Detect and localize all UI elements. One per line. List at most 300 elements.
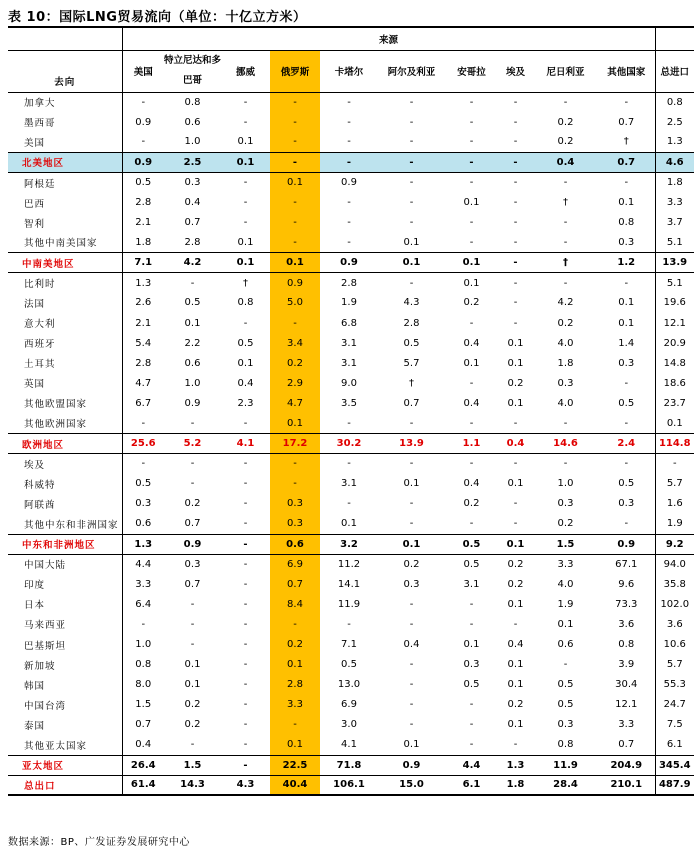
value-cell: - <box>409 116 414 128</box>
value-cell: 1.2 <box>598 253 655 273</box>
value-cell: 0.4 <box>533 152 598 172</box>
value-cell: - <box>409 217 414 229</box>
value-cell: 0.2 <box>557 317 574 329</box>
value-cell: - <box>347 96 351 108</box>
value-cell: 1.8 <box>135 236 152 248</box>
total-row <box>8 775 694 795</box>
value-cell: - <box>270 233 320 253</box>
value-cell: 4.1 <box>221 434 270 454</box>
value-cell: 40.4 <box>270 775 320 795</box>
value-cell: 210.1 <box>598 775 655 795</box>
value-cell: - <box>190 417 195 429</box>
value-cell: † <box>533 253 598 273</box>
value-cell: 1.1 <box>445 434 498 454</box>
value-cell: 0.5 <box>598 474 655 494</box>
total-cell: 487.9 <box>655 775 694 795</box>
value-cell: 0.8 <box>598 213 655 233</box>
value-cell: - <box>347 116 351 128</box>
value-cell: - <box>445 152 498 172</box>
value-cell: 0.5 <box>184 297 201 309</box>
value-cell: 2.4 <box>598 434 655 454</box>
value-cell: 0.5 <box>341 659 357 671</box>
value-cell: 3.3 <box>557 558 574 570</box>
table-row <box>8 635 694 655</box>
value-cell: - <box>190 478 195 490</box>
row-label: 北美地区 <box>8 152 122 172</box>
value-cell: 0.1 <box>270 655 320 675</box>
value-cell: - <box>347 417 351 429</box>
value-cell: - <box>498 253 533 273</box>
value-cell: - <box>243 498 248 510</box>
total-cell: 14.8 <box>663 357 686 369</box>
table-row <box>8 373 694 393</box>
value-cell: - <box>563 177 568 189</box>
row-label: 中东和非洲地区 <box>8 534 122 554</box>
dest-label: 去向 <box>8 50 122 92</box>
value-cell: 0.6 <box>557 639 574 651</box>
total-cell: 345.4 <box>655 755 694 775</box>
value-cell: † <box>598 132 655 152</box>
value-cell: - <box>243 458 248 470</box>
value-cell: 0.7 <box>270 574 320 594</box>
table-row <box>8 574 694 594</box>
value-cell: - <box>270 92 320 112</box>
col-header: 埃及 <box>498 50 533 92</box>
row-label: 英国 <box>8 373 122 393</box>
value-cell: - <box>409 458 414 470</box>
value-cell: - <box>409 699 414 711</box>
value-cell: 0.2 <box>557 136 574 148</box>
value-cell: 0.1 <box>598 192 655 212</box>
row-label: 其他欧盟国家 <box>8 393 122 413</box>
value-cell: 17.2 <box>270 434 320 454</box>
row-label: 亚太地区 <box>8 755 122 775</box>
value-cell: - <box>243 558 248 570</box>
value-cell: 9.6 <box>598 574 655 594</box>
value-cell: 0.4 <box>184 197 201 209</box>
value-cell: 1.3 <box>135 277 152 289</box>
value-cell: - <box>513 136 518 148</box>
value-cell: 0.5 <box>463 679 480 691</box>
value-cell: 0.3 <box>598 494 655 514</box>
total-cell: 5.7 <box>666 478 683 490</box>
value-cell: 30.4 <box>598 675 655 695</box>
value-cell: 0.1 <box>221 152 270 172</box>
value-cell: 0.9 <box>341 177 357 189</box>
value-cell: 3.4 <box>270 333 320 353</box>
total-cell: 1.3 <box>666 136 683 148</box>
value-cell: 0.1 <box>463 639 480 651</box>
value-cell: 0.6 <box>184 116 201 128</box>
value-cell: 0.6 <box>184 357 201 369</box>
value-cell: - <box>190 458 195 470</box>
total-cell: 7.5 <box>666 719 683 731</box>
total-cell: 4.6 <box>655 152 694 172</box>
row-label: 总出口 <box>8 775 122 795</box>
value-cell: 1.3 <box>122 534 164 554</box>
total-cell: - <box>672 458 677 470</box>
value-cell: - <box>513 177 518 189</box>
col-header: 特立尼达和多巴哥 <box>164 50 221 92</box>
value-cell: 0.1 <box>598 313 655 333</box>
value-cell: 0.9 <box>184 397 201 409</box>
value-cell: 14.1 <box>337 578 361 590</box>
value-cell: - <box>469 518 474 530</box>
value-cell: 8.4 <box>270 594 320 614</box>
value-cell: - <box>598 514 655 534</box>
value-cell: 13.0 <box>337 679 361 691</box>
value-cell: 1.0 <box>135 639 152 651</box>
value-cell: 0.1 <box>184 659 201 671</box>
row-label: 日本 <box>8 594 122 614</box>
value-cell: 3.1 <box>463 578 480 590</box>
row-label: 美国 <box>8 132 122 152</box>
value-cell: 0.1 <box>378 253 445 273</box>
value-cell: 5.4 <box>135 337 152 349</box>
value-cell: 0.8 <box>184 96 201 108</box>
value-cell: 0.1 <box>507 719 524 731</box>
value-cell: 2.8 <box>403 317 420 329</box>
value-cell: - <box>190 277 195 289</box>
value-cell: 0.1 <box>341 518 357 530</box>
value-cell: 0.1 <box>463 197 480 209</box>
value-cell: 2.8 <box>184 236 201 248</box>
value-cell: 106.1 <box>320 775 378 795</box>
value-cell: - <box>563 417 568 429</box>
value-cell: 0.1 <box>237 136 254 148</box>
value-cell: - <box>270 132 320 152</box>
subtotal-row <box>8 152 694 172</box>
row-label: 韩国 <box>8 675 122 695</box>
table-row <box>8 92 694 112</box>
value-cell: 0.3 <box>598 353 655 373</box>
value-cell: 73.3 <box>598 594 655 614</box>
subtotal-row <box>8 434 694 454</box>
value-cell: 0.1 <box>507 337 524 349</box>
value-cell: 0.7 <box>135 719 152 731</box>
table-row <box>8 213 694 233</box>
value-cell: 3.2 <box>320 534 378 554</box>
total-cell: 0.1 <box>666 417 683 429</box>
value-cell: 0.2 <box>184 699 201 711</box>
value-cell: 0.3 <box>135 498 152 510</box>
row-label: 马来西亚 <box>8 614 122 634</box>
value-cell: - <box>320 152 378 172</box>
value-cell: 0.1 <box>237 357 254 369</box>
value-cell: 0.6 <box>270 534 320 554</box>
value-cell: 0.1 <box>507 659 524 671</box>
value-cell: 2.1 <box>135 217 152 229</box>
value-cell: 0.8 <box>135 659 152 671</box>
value-cell: 2.5 <box>164 152 221 172</box>
value-cell: - <box>513 277 518 289</box>
value-cell: 0.1 <box>445 253 498 273</box>
value-cell: 0.2 <box>270 353 320 373</box>
value-cell: 0.7 <box>598 735 655 755</box>
value-cell: 0.5 <box>135 478 152 490</box>
col-header: 美国 <box>122 50 164 92</box>
total-cell: 23.7 <box>663 397 686 409</box>
value-cell: 0.7 <box>184 518 201 530</box>
value-cell: 1.8 <box>557 357 574 369</box>
table-row <box>8 112 694 132</box>
value-cell: 5.2 <box>164 434 221 454</box>
value-cell: - <box>513 217 518 229</box>
value-cell: - <box>190 639 195 651</box>
value-cell: - <box>469 116 474 128</box>
total-cell: 3.3 <box>666 197 683 209</box>
value-cell: 4.2 <box>557 297 574 309</box>
table-row <box>8 393 694 413</box>
value-cell: - <box>243 639 248 651</box>
value-cell: - <box>513 96 518 108</box>
value-cell: 3.1 <box>341 357 357 369</box>
value-cell: - <box>513 297 518 309</box>
total-cell: 13.9 <box>655 253 694 273</box>
value-cell: - <box>270 192 320 212</box>
value-cell: 3.6 <box>598 614 655 634</box>
value-cell: - <box>243 699 248 711</box>
value-cell: 6.9 <box>270 554 320 574</box>
value-cell: - <box>513 618 518 630</box>
row-label: 意大利 <box>8 313 122 333</box>
value-cell: - <box>409 719 414 731</box>
value-cell: - <box>409 96 414 108</box>
value-cell: 0.7 <box>598 112 655 132</box>
value-cell: 0.9 <box>270 273 320 293</box>
value-cell: 3.1 <box>341 478 357 490</box>
table-row <box>8 172 694 192</box>
col-header: 安哥拉 <box>445 50 498 92</box>
value-cell: - <box>598 273 655 293</box>
value-cell: 2.3 <box>237 397 254 409</box>
value-cell: - <box>243 578 248 590</box>
table-row <box>8 414 694 434</box>
value-cell: 0.6 <box>135 518 152 530</box>
header-corner <box>8 28 122 50</box>
value-cell: 3.0 <box>341 719 357 731</box>
row-label: 其他亚太国家 <box>8 735 122 755</box>
value-cell: 0.1 <box>184 679 201 691</box>
value-cell: 0.2 <box>507 699 524 711</box>
value-cell: 12.1 <box>598 695 655 715</box>
value-cell: 0.3 <box>270 494 320 514</box>
row-label: 其他欧洲国家 <box>8 414 122 434</box>
value-cell: 0.2 <box>557 116 574 128</box>
value-cell: 6.8 <box>341 317 357 329</box>
value-cell: 1.5 <box>533 534 598 554</box>
table-row <box>8 695 694 715</box>
value-cell: - <box>598 92 655 112</box>
value-cell: - <box>270 112 320 132</box>
value-cell: 0.1 <box>463 277 480 289</box>
value-cell: - <box>469 217 474 229</box>
value-cell: - <box>270 454 320 474</box>
value-cell: - <box>598 454 655 474</box>
value-cell: 1.5 <box>164 755 221 775</box>
value-cell: - <box>469 417 474 429</box>
value-cell: 0.1 <box>507 478 524 490</box>
total-cell: 10.6 <box>663 639 686 651</box>
value-cell: 3.3 <box>598 715 655 735</box>
value-cell: - <box>469 719 474 731</box>
value-cell: 3.3 <box>270 695 320 715</box>
header-row-columns <box>8 50 694 92</box>
total-cell: 35.8 <box>663 578 686 590</box>
table-row <box>8 494 694 514</box>
value-cell: 0.5 <box>403 337 420 349</box>
row-label: 其他中南美国家 <box>8 233 122 253</box>
value-cell: 0.1 <box>237 236 254 248</box>
table-row <box>8 313 694 333</box>
row-label: 科威特 <box>8 474 122 494</box>
value-cell: 6.7 <box>135 397 152 409</box>
value-cell: - <box>513 197 518 209</box>
total-cell: 0.8 <box>666 96 683 108</box>
total-cell: 12.1 <box>663 317 686 329</box>
value-cell: 0.2 <box>403 558 420 570</box>
table-row <box>8 614 694 634</box>
header-total-spacer <box>655 28 694 50</box>
value-cell: 3.1 <box>341 337 357 349</box>
value-cell: 67.1 <box>598 554 655 574</box>
value-cell: 30.2 <box>320 434 378 454</box>
value-cell: - <box>469 96 474 108</box>
value-cell: 0.2 <box>184 719 201 731</box>
value-cell: 71.8 <box>320 755 378 775</box>
value-cell: 0.3 <box>557 377 574 389</box>
table-row <box>8 675 694 695</box>
value-cell: 0.9 <box>122 152 164 172</box>
value-cell: 0.1 <box>557 618 574 630</box>
value-cell: 0.3 <box>403 578 420 590</box>
value-cell: 3.3 <box>135 578 152 590</box>
value-cell: - <box>221 534 270 554</box>
value-cell: - <box>270 152 320 172</box>
value-cell: 0.1 <box>498 534 533 554</box>
value-cell: - <box>513 518 518 530</box>
col-header: 挪威 <box>221 50 270 92</box>
value-cell: 0.5 <box>237 337 254 349</box>
value-cell: - <box>513 739 518 751</box>
value-cell: - <box>498 152 533 172</box>
col-header-total: 总进口 <box>655 50 694 92</box>
value-cell: 0.7 <box>403 397 420 409</box>
value-cell: 4.1 <box>341 739 357 751</box>
total-cell: 5.1 <box>666 277 683 289</box>
table-row <box>8 454 694 474</box>
value-cell: - <box>141 417 146 429</box>
value-cell: - <box>221 755 270 775</box>
value-cell: - <box>513 317 518 329</box>
subtotal-row <box>8 253 694 273</box>
value-cell: - <box>270 474 320 494</box>
col-header: 阿尔及利亚 <box>378 50 445 92</box>
value-cell: - <box>563 277 568 289</box>
value-cell: 2.8 <box>341 277 357 289</box>
total-cell: 9.2 <box>655 534 694 554</box>
value-cell: 0.3 <box>557 719 574 731</box>
value-cell: - <box>513 458 518 470</box>
value-cell: 4.7 <box>135 377 152 389</box>
table-row <box>8 353 694 373</box>
row-label: 巴西 <box>8 192 122 212</box>
total-cell: 114.8 <box>655 434 694 454</box>
total-cell: 18.6 <box>663 377 686 389</box>
row-label: 土耳其 <box>8 353 122 373</box>
value-cell: - <box>270 614 320 634</box>
col-header: 卡塔尔 <box>320 50 378 92</box>
value-cell: - <box>469 236 474 248</box>
table-row <box>8 192 694 212</box>
value-cell: - <box>409 136 414 148</box>
value-cell: 0.1 <box>507 679 524 691</box>
subtotal-row <box>8 755 694 775</box>
value-cell: 5.7 <box>403 357 420 369</box>
value-cell: 0.2 <box>557 518 574 530</box>
total-cell: 20.9 <box>663 337 686 349</box>
value-cell: 0.7 <box>598 152 655 172</box>
value-cell: 0.1 <box>403 478 420 490</box>
value-cell: 0.4 <box>498 434 533 454</box>
col-header: 尼日利亚 <box>533 50 598 92</box>
value-cell: 6.4 <box>135 598 152 610</box>
table-row <box>8 715 694 735</box>
value-cell: 0.2 <box>463 297 480 309</box>
value-cell: - <box>243 197 248 209</box>
value-cell: 22.5 <box>270 755 320 775</box>
value-cell: 9.0 <box>341 377 357 389</box>
value-cell: - <box>469 136 474 148</box>
row-label: 泰国 <box>8 715 122 735</box>
value-cell: 6.9 <box>341 699 357 711</box>
value-cell: 1.9 <box>341 297 357 309</box>
value-cell: - <box>141 458 146 470</box>
value-cell: 0.3 <box>184 177 201 189</box>
value-cell: 0.5 <box>557 699 574 711</box>
value-cell: 0.8 <box>598 635 655 655</box>
value-cell: - <box>243 116 248 128</box>
value-cell: 4.0 <box>557 337 574 349</box>
total-cell: 5.1 <box>666 236 683 248</box>
value-cell: 61.4 <box>122 775 164 795</box>
table-row <box>8 273 694 293</box>
row-label: 阿联酋 <box>8 494 122 514</box>
value-cell: 1.9 <box>557 598 574 610</box>
value-cell: - <box>409 498 414 510</box>
value-cell: 4.0 <box>557 578 574 590</box>
value-cell: 0.4 <box>237 377 254 389</box>
value-cell: 0.3 <box>557 498 574 510</box>
value-cell: - <box>563 96 568 108</box>
value-cell: 25.6 <box>122 434 164 454</box>
value-cell: - <box>243 719 248 731</box>
value-cell: - <box>513 236 518 248</box>
value-cell: 6.1 <box>445 775 498 795</box>
total-cell: 102.0 <box>660 598 690 610</box>
value-cell: 0.8 <box>557 739 574 751</box>
value-cell: 0.1 <box>184 317 201 329</box>
value-cell: - <box>243 417 248 429</box>
row-label: 其他中东和非洲国家 <box>8 514 122 534</box>
value-cell: - <box>243 478 248 490</box>
value-cell: - <box>513 417 518 429</box>
value-cell: - <box>598 172 655 192</box>
value-cell: 0.1 <box>270 414 320 434</box>
value-cell: - <box>141 96 146 108</box>
value-cell: - <box>347 197 351 209</box>
table-row <box>8 554 694 574</box>
